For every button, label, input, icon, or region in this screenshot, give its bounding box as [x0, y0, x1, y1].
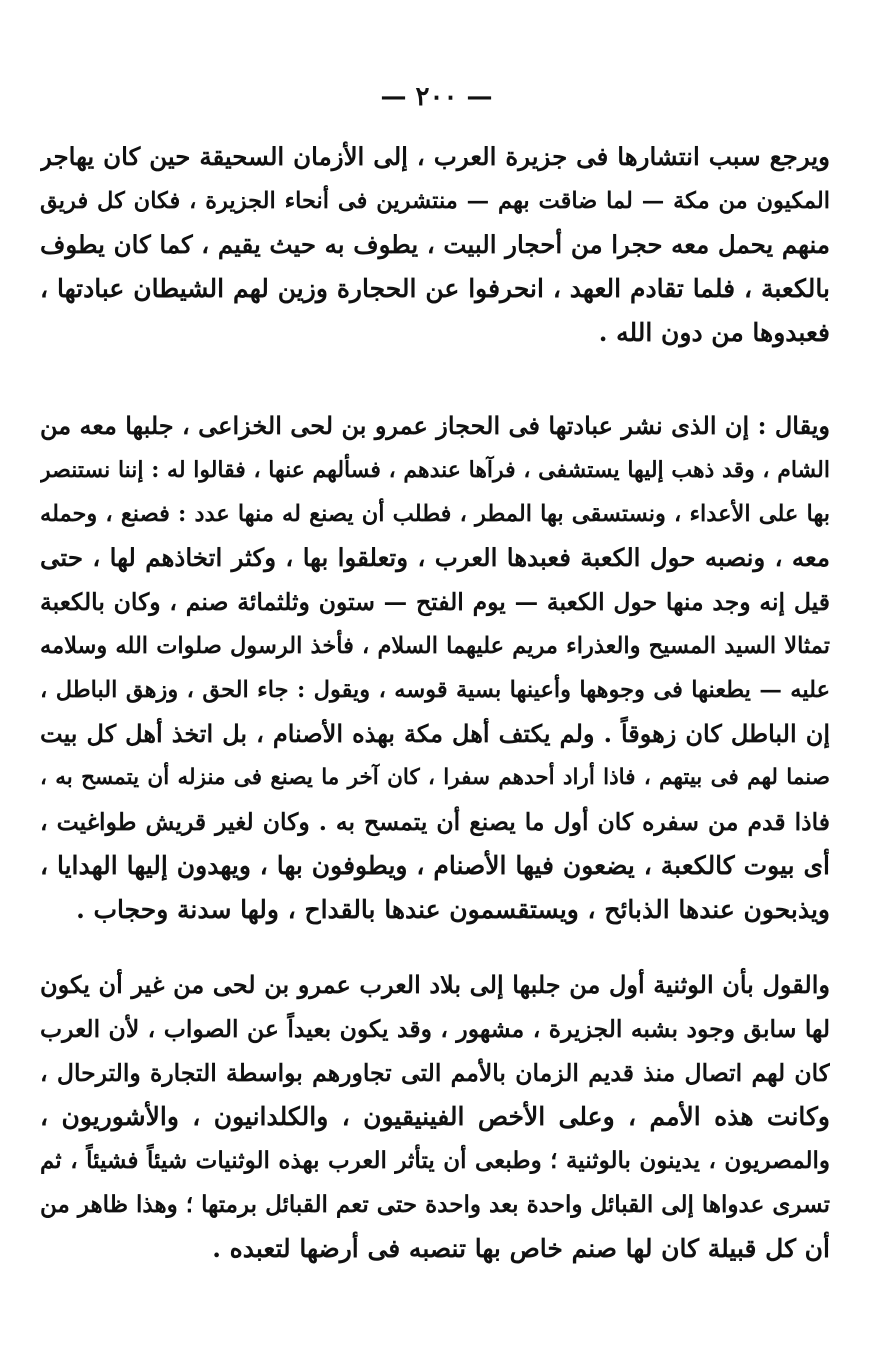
paragraph-1: [40, 135, 830, 355]
text-line: المكيون من مكة — لما ضاقت بهم — منتشرين فى أنحاء الجزيرة ، فكان كل فريق: [40, 188, 830, 214]
text-line: لها سابق وجود بشبه الجزيرة ، مشهور ، وقد يكون بعيداً عن الصواب ، لأن العرب: [40, 1015, 830, 1043]
text-line: تسرى عدواها إلى القبائل واحدة بعد واحدة حتى تعم القبائل برمتها ؛ وهذا ظاهر من: [40, 1191, 830, 1218]
paragraph-2: [40, 404, 830, 932]
text-line: أن كل قبيلة كان لها صنم خاص بها تنصبه فى أرضها لتعبده .: [212, 1234, 830, 1263]
text-line: أى بيوت كالكعبة ، يضعون فيها الأصنام ، ويطوفون بها ، ويهدون إليها الهدايا ،: [40, 851, 830, 880]
text-line: ويرجع سبب انتشارها فى جزيرة العرب ، إلى الأزمان السحيقة حين كان يهاجر: [40, 142, 830, 171]
text-line: منهم يحمل معه حجرا من أحجار البيت ، يطوف به حيث يقيم ، كما كان يطوف: [40, 230, 830, 259]
text-line: تمثالا السيد المسيح والعذراء مريم عليهما السلام ، فأخذ الرسول صلوات الله وسلامه: [40, 633, 830, 659]
text-line: صنما لهم فى بيتهم ، فاذا أراد أحدهم سفرا ، كان آخر ما يصنع فى منزله أن يتمسح به ،: [40, 765, 830, 790]
text-line: فاذا قدم من سفره كان أول ما يصنع أن يتمسح به . وكان لغير قريش طواغيت ،: [40, 808, 830, 836]
paragraph-3: [40, 963, 830, 1271]
text-line: ويذبحون عندها الذبائح ، ويستقسمون عندها بالقداح ، ولها سدنة وحجاب .: [76, 895, 830, 924]
text-line: إن الباطل كان زهوقاً . ولم يكتف أهل مكة بهذه الأصنام ، بل اتخذ أهل كل بيت: [40, 719, 830, 748]
text-line: كان لهم اتصال منذ قديم الزمان بالأمم التى تجاورهم بواسطة التجارة والترحال ،: [40, 1059, 830, 1087]
text-line: والقول بأن الوثنية أول من جلبها إلى بلاد العرب عمرو بن لحى من غير أن يكون: [40, 970, 830, 999]
text-line: الشام ، وقد ذهب إليها يستشفى ، فرآها عندهم ، فسألهم عنها ، فقالوا له : إننا نستنصر: [40, 457, 830, 483]
text-line: ويقال : إن الذى نشر عبادتها فى الحجاز عمرو بن لحى الخزاعى ، جلبها معه من: [40, 411, 830, 440]
text-line: معه ، ونصبه حول الكعبة فعبدها العرب ، وتعلقوا بها ، وكثر اتخاذهم لها ، حتى: [40, 543, 830, 572]
text-line: قيل إنه وجد منها حول الكعبة — يوم الفتح — ستون وثلثمائة صنم ، وكان بالكعبة: [40, 588, 830, 616]
text-line: والمصريون ، يدينون بالوثنية ؛ وطبعى أن يتأثر العرب بهذه الوثنيات شيئاً فشيئاً ، ثم: [40, 1147, 830, 1174]
text-line: عليه — يطعنها فى وجوهها وأعينها بسية قوسه ، ويقول : جاء الحق ، وزهق الباطل ،: [40, 677, 830, 703]
text-line: وكانت هذه الأمم ، وعلى الأخص الفينيقيون ، والكلدانيون ، والأشوريون ،: [40, 1102, 830, 1131]
text-line: بالكعبة ، فلما تقادم العهد ، انحرفوا عن الحجارة وزين لهم الشيطان عبادتها ،: [40, 274, 830, 303]
text-line: فعبدوها من دون الله .: [598, 318, 830, 347]
page-number: — ٢٠٠ —: [380, 82, 493, 112]
text-line: بها على الأعداء ، ونستسقى بها المطر ، فطلب أن يصنع له منها عدد : فصنع ، وحمله: [40, 501, 830, 527]
